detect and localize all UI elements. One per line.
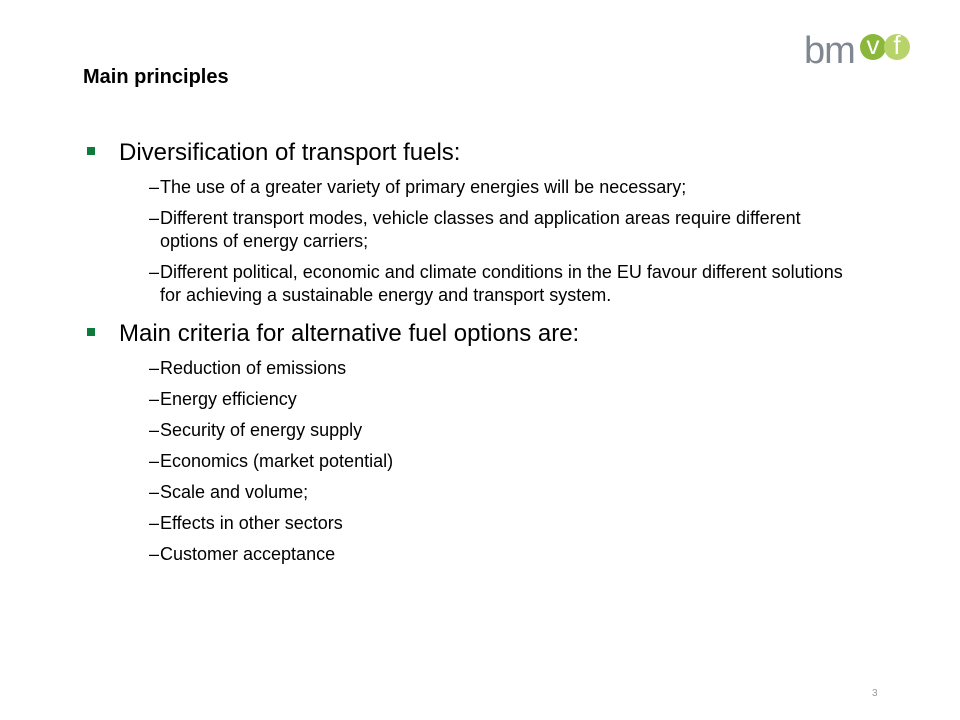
sub-item	[83, 450, 859, 473]
page-number: 3	[872, 688, 878, 699]
dash-icon: –	[149, 482, 160, 502]
bullet-text: Diversification of transport fuels:	[119, 139, 461, 166]
dash-icon: –	[149, 262, 160, 282]
square-bullet-icon	[87, 147, 95, 155]
dash-icon: –	[149, 358, 160, 378]
dash-icon: –	[149, 389, 160, 409]
sub-item	[83, 357, 859, 380]
sub-item	[83, 207, 859, 253]
sub-item	[83, 481, 859, 504]
sub-list	[83, 176, 883, 307]
logo-f-circle: f	[884, 34, 910, 60]
square-bullet-icon	[87, 328, 95, 336]
sub-item	[83, 543, 859, 566]
slide-content	[83, 138, 883, 578]
sub-text: Different transport modes, vehicle classes and application areas require different options of energy carriers;	[160, 208, 801, 251]
dash-icon: –	[149, 513, 160, 533]
sub-item	[83, 388, 859, 411]
bullet-item	[83, 319, 883, 349]
sub-text: Effects in other sectors	[160, 513, 343, 533]
slide-title: Main principles	[83, 66, 229, 88]
sub-item	[83, 261, 859, 307]
sub-text: Economics (market potential)	[160, 451, 394, 471]
sub-item	[83, 176, 859, 199]
dash-icon: –	[149, 451, 160, 471]
sub-text: Security of energy supply	[160, 420, 363, 440]
sub-text: Energy efficiency	[160, 389, 297, 409]
sub-item	[83, 419, 859, 442]
dash-icon: –	[149, 177, 160, 197]
dash-icon: –	[149, 420, 160, 440]
logo-v-circle: v	[860, 34, 886, 60]
dash-icon: –	[149, 208, 160, 228]
sub-list	[83, 357, 883, 566]
bullet-text: Main criteria for alternative fuel options are:	[119, 320, 580, 347]
dash-icon: –	[149, 544, 160, 564]
logo-text: bm	[804, 30, 855, 72]
sub-item	[83, 512, 859, 535]
bullet-item	[83, 138, 883, 168]
sub-text: Customer acceptance	[160, 544, 336, 564]
bmvit-logo	[800, 28, 920, 72]
sub-text: Scale and volume;	[160, 482, 309, 502]
sub-text: Reduction of emissions	[160, 358, 347, 378]
sub-text: Different political, economic and climate conditions in the EU favour different solutions for achieving a sustainable energy and transport system.	[160, 262, 843, 305]
sub-text: The use of a greater variety of primary energies will be necessary;	[160, 177, 687, 197]
